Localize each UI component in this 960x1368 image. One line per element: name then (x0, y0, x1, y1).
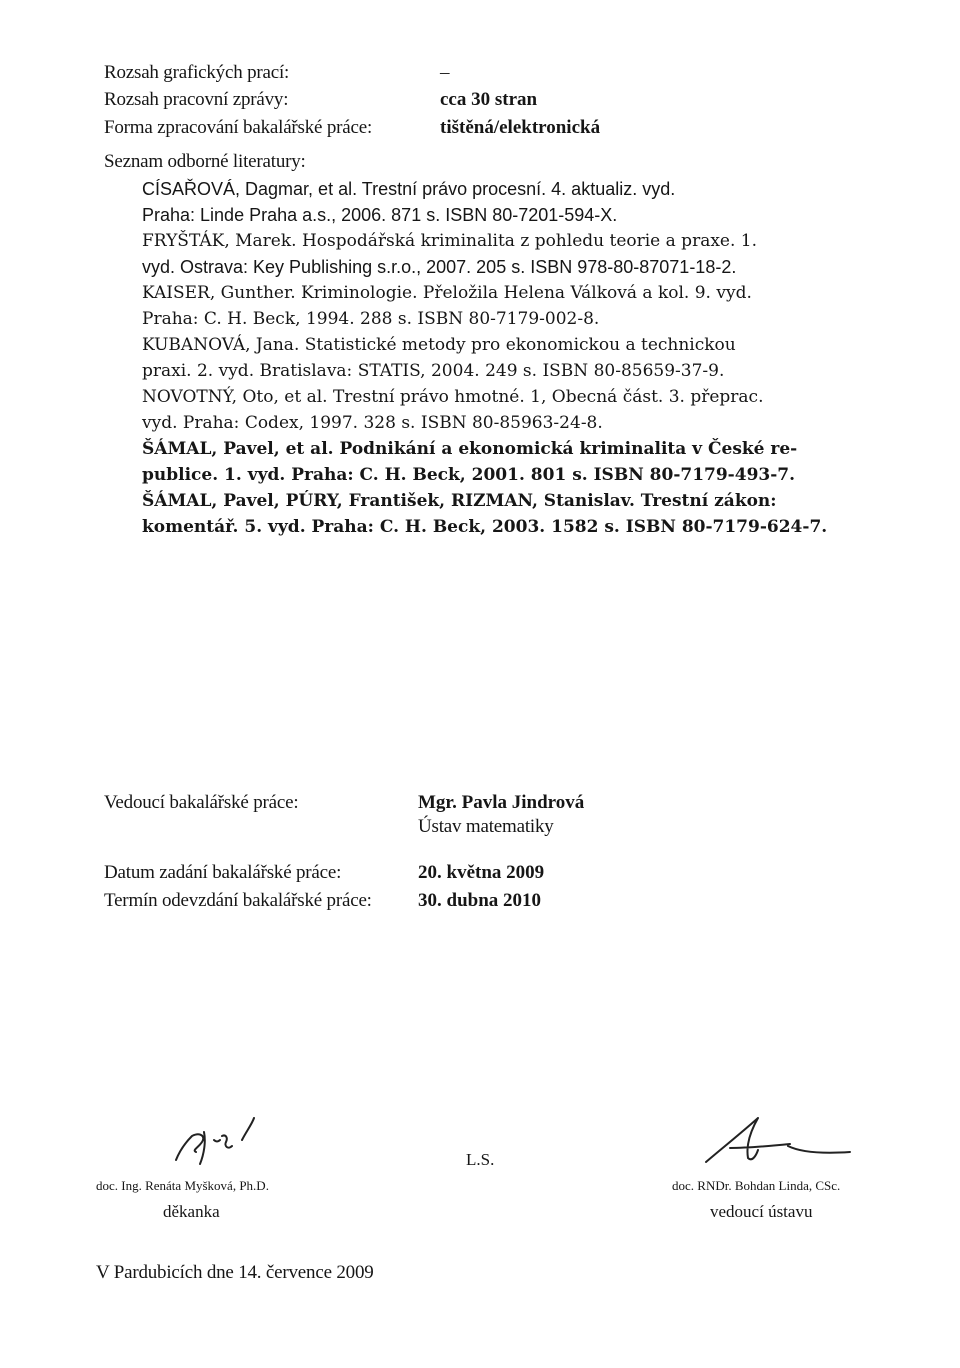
form-value: tištěná/elektronická (440, 117, 601, 138)
head-role: vedoucí ústavu (710, 1202, 813, 1221)
dean-role: děkanka (163, 1202, 220, 1221)
head-name: doc. RNDr. Bohdan Linda, CSc. (672, 1178, 841, 1193)
literature-line: Praha: C. H. Beck, 1994. 288 s. ISBN 80-7179-002-8. (142, 309, 600, 329)
place-date: V Pardubicích dne 14. července 2009 (96, 1262, 374, 1283)
supervisor-label: Vedoucí bakalářské práce: (104, 792, 299, 813)
literature-line: vyd. Ostrava: Key Publishing s.r.o., 2007. 205 s. ISBN 978-80-87071-18-2. (142, 257, 737, 277)
report-label: Rozsah pracovní zprávy: (104, 89, 289, 110)
literature-list (142, 176, 827, 540)
literature-line: ŠÁMAL, Pavel, PÚRY, František, RIZMAN, Stanislav. Trestní zákon: (142, 491, 777, 511)
literature-line: FRYŠTÁK, Marek. Hospodářská kriminalita z pohledu teorie a praxe. 1. (142, 231, 758, 251)
dean-name: doc. Ing. Renáta Myšková, Ph.D. (96, 1178, 269, 1193)
assigned-label: Datum zadání bakalářské práce: (104, 862, 342, 883)
supervisor-name: Mgr. Pavla Jindrová (418, 792, 585, 813)
literature-line: CÍSAŘOVÁ, Dagmar, et al. Trestní právo procesní. 4. aktualiz. vyd. (142, 179, 676, 199)
literature-line: Praha: Linde Praha a.s., 2006. 871 s. ISBN 80-7201-594-X. (142, 205, 618, 225)
head-signature (700, 1112, 860, 1172)
literature-line: praxi. 2. vyd. Bratislava: STATIS, 2004. 249 s. ISBN 80-85659-37-9. (142, 361, 725, 381)
assigned-value: 20. května 2009 (418, 862, 545, 883)
literature-line: ŠÁMAL, Pavel, et al. Podnikání a ekonomická kriminalita v České re- (142, 439, 798, 459)
supervisor-institute: Ústav matematiky (418, 816, 554, 837)
literature-heading: Seznam odborné literatury: (104, 151, 306, 172)
dean-signature (170, 1112, 280, 1172)
graphics-label: Rozsah grafických prací: (104, 62, 290, 83)
literature-line: KAISER, Gunther. Kriminologie. Přeložila Helena Válková a kol. 9. vyd. (142, 283, 752, 303)
literature-line: NOVOTNÝ, Oto, et al. Trestní právo hmotné. 1, Obecná část. 3. přeprac. (142, 387, 764, 407)
form-label: Forma zpracování bakalářské práce: (104, 117, 373, 138)
literature-line: vyd. Praha: Codex, 1997. 328 s. ISBN 80-85963-24-8. (142, 413, 603, 433)
seal-label: L.S. (466, 1150, 495, 1169)
literature-line: publice. 1. vyd. Praha: C. H. Beck, 2001. 801 s. ISBN 80-7179-493-7. (142, 465, 796, 485)
literature-line: komentář. 5. vyd. Praha: C. H. Beck, 2003. 1582 s. ISBN 80-7179-624-7. (142, 517, 828, 537)
literature-line: KUBANOVÁ, Jana. Statistické metody pro ekonomickou a technickou (142, 335, 736, 355)
report-value: cca 30 stran (440, 89, 538, 110)
deadline-label: Termín odevzdání bakalářské práce: (104, 890, 372, 911)
graphics-value: – (440, 62, 450, 83)
deadline-value: 30. dubna 2010 (418, 890, 542, 911)
